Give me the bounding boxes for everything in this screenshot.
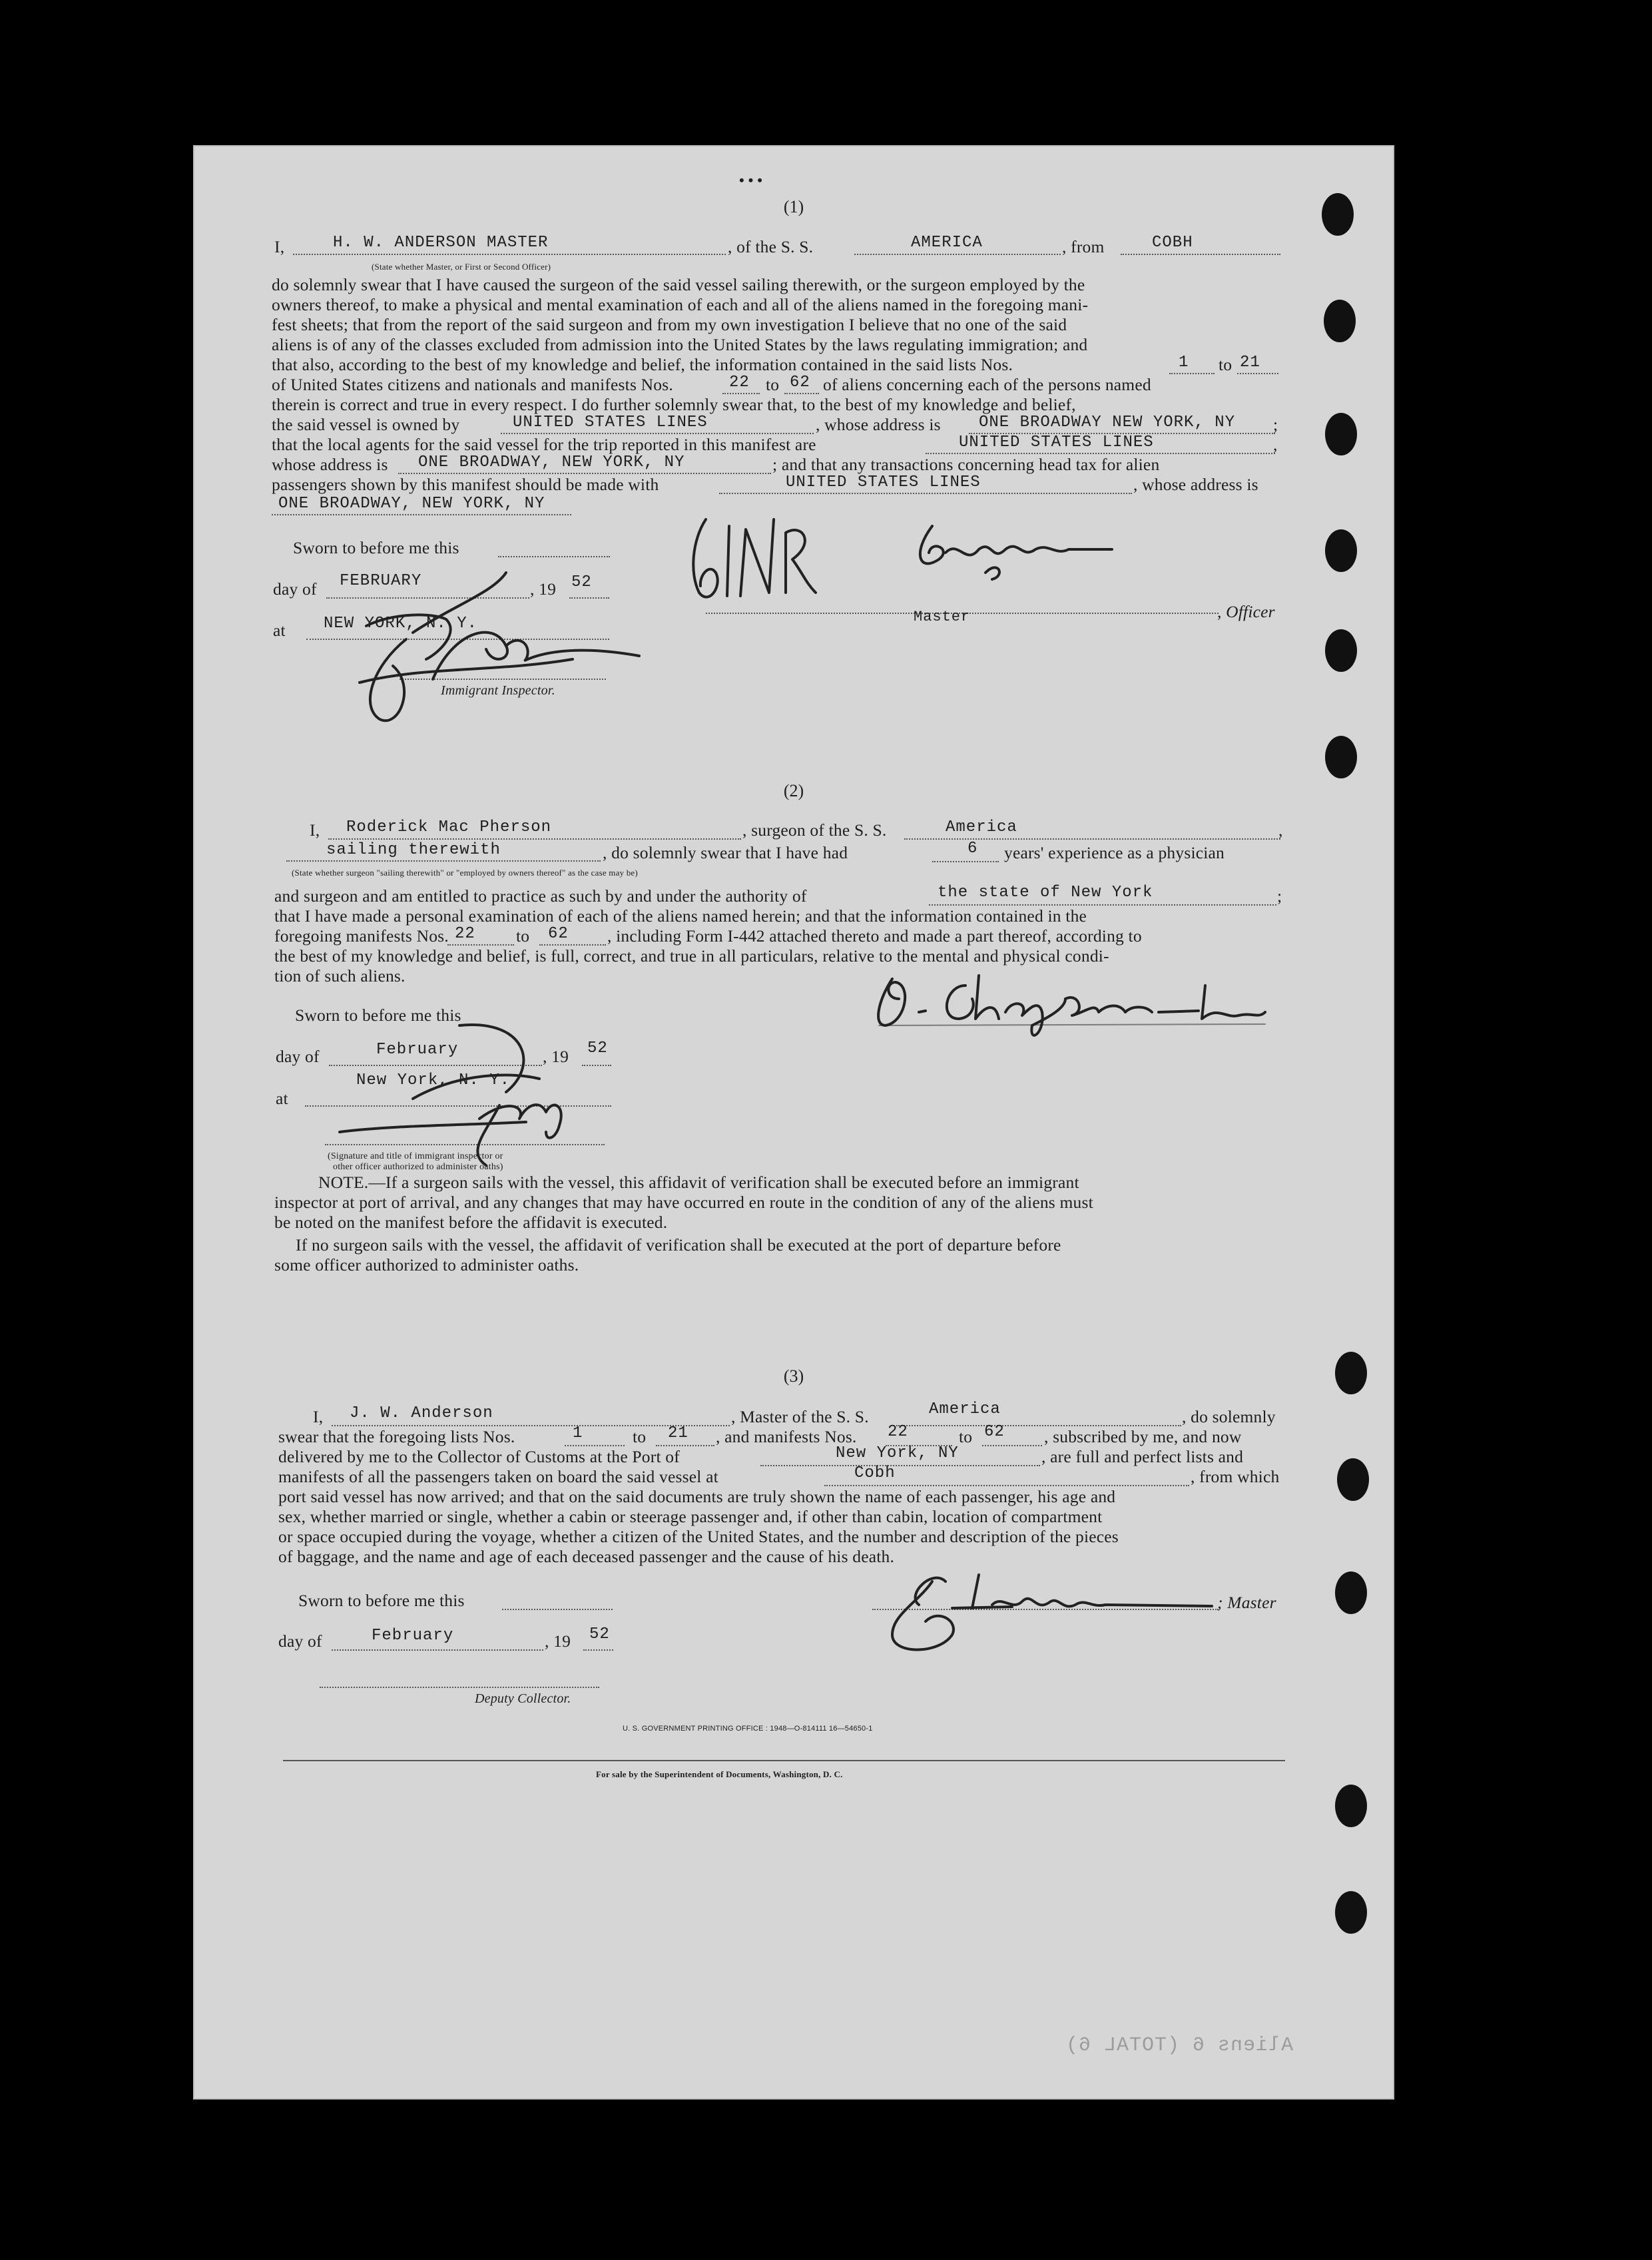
body-line: of aliens concerning each of the persons named xyxy=(823,375,1151,394)
fill-line xyxy=(328,838,741,840)
sworn-place: New York, N. Y. xyxy=(356,1071,511,1089)
top-marks: • • • xyxy=(739,172,763,188)
sale-notice: For sale by the Superintendent of Documents, Washington, D. C. xyxy=(596,1769,843,1779)
fill-line xyxy=(286,860,601,862)
master-name: J. W. Anderson xyxy=(350,1404,493,1422)
fill-line xyxy=(929,904,1276,906)
fill-line xyxy=(982,1445,1042,1446)
label: at xyxy=(273,621,286,640)
fill-line xyxy=(719,493,1132,494)
authority: the state of New York xyxy=(938,884,1153,902)
label: , 19 xyxy=(530,579,557,599)
inspector-caption: Immigrant Inspector. xyxy=(441,683,555,698)
body-line: foregoing manifests Nos. xyxy=(274,926,449,946)
fill-line xyxy=(447,944,514,946)
lists-from: 1 xyxy=(573,1424,583,1442)
fill-line xyxy=(583,1649,613,1651)
lists-from: 1 xyxy=(1179,354,1189,372)
punch-hole xyxy=(1337,1458,1369,1501)
manifest-from: 22 xyxy=(455,925,475,943)
label: , 19 xyxy=(545,1631,571,1651)
master-signature xyxy=(892,513,1119,593)
inspector-signature xyxy=(326,999,606,1172)
body-line: , and manifests Nos. xyxy=(716,1427,857,1446)
sworn-year: 52 xyxy=(589,1625,610,1643)
fill-line xyxy=(932,861,999,862)
label: I, xyxy=(310,820,320,840)
body-line: tion of such aliens. xyxy=(274,966,406,986)
fill-line xyxy=(565,1445,625,1446)
fill-line xyxy=(1237,373,1278,374)
fill-line xyxy=(501,433,814,434)
punch-hole xyxy=(1335,1785,1367,1827)
fill-line xyxy=(332,1649,543,1651)
sworn-year: 52 xyxy=(587,1039,608,1057)
sworn-month: FEBRUARY xyxy=(340,572,422,590)
body-line: , whose address is xyxy=(1133,475,1258,494)
body-line: delivered by me to the Collector of Customs at the Port of xyxy=(278,1447,680,1466)
body-line: , from which xyxy=(1191,1467,1280,1486)
signature-note: (Signature and title of immigrant inspector or xyxy=(328,1151,503,1161)
fill-line xyxy=(1169,373,1215,374)
manifest-to: 62 xyxy=(984,1423,1005,1441)
fill-line xyxy=(824,1485,1189,1486)
arrival-port: New York, NY xyxy=(836,1444,959,1462)
label: , from xyxy=(1062,237,1105,256)
note-line: inspector at port of arrival, and any changes that may have occurred en route in the condition of any of the aliens must xyxy=(274,1193,1093,1212)
sworn-label: Sworn to before me this xyxy=(295,1005,461,1025)
inspector-signature xyxy=(293,566,639,739)
sworn-month: February xyxy=(372,1627,454,1645)
body-line: do solemnly swear that I have caused the surgeon of the said vessel sailing therewith, or the surgeon employed by the xyxy=(272,275,1085,294)
fill-line xyxy=(656,1445,714,1446)
punct: ; xyxy=(1273,415,1278,434)
fill-line xyxy=(293,254,726,255)
owner: UNITED STATES LINES xyxy=(513,414,708,431)
body-line: port said vessel has now arrived; and that on the said documents are truly shown the name of each passenger, his age and xyxy=(278,1487,1116,1506)
field-note: (State whether surgeon "sailing therewith" or "employed by owners thereof" as the case may be) xyxy=(292,868,638,878)
note-line: be noted on the manifest before the affidavit is executed. xyxy=(274,1213,668,1232)
fill-line xyxy=(896,1425,1181,1426)
body-line: years' experience as a physician xyxy=(1004,843,1225,862)
lists-to: 21 xyxy=(668,1424,688,1442)
manifest-to: 62 xyxy=(548,925,569,943)
body-line: or space occupied during the voyage, whether a citizen of the United States, and the number and description of the pieces xyxy=(278,1527,1119,1546)
from-port: COBH xyxy=(1152,234,1193,252)
label: at xyxy=(276,1089,288,1108)
owner-address: ONE BROADWAY NEW YORK, NY xyxy=(979,414,1236,431)
body-line: and surgeon and am entitled to practice as such by and under the authority of xyxy=(274,886,807,906)
body-line: whose address is xyxy=(272,455,388,474)
punch-hole xyxy=(1325,529,1357,572)
manifest-from: 22 xyxy=(888,1423,908,1441)
officer-caption: , Officer xyxy=(1217,602,1275,621)
sworn-label: Sworn to before me this xyxy=(298,1591,465,1610)
note-line: some officer authorized to administer oaths. xyxy=(274,1255,579,1274)
fill-line xyxy=(904,838,1280,840)
body-line: that I have made a personal examination of each of the aliens named herein; and that the information contained in the xyxy=(274,906,1087,926)
label: day of xyxy=(278,1631,322,1651)
body-line: of baggage, and the name and age of each deceased passenger and the cause of his death. xyxy=(278,1547,895,1566)
surgeon-signature xyxy=(866,959,1278,1059)
lists-to: 21 xyxy=(1240,354,1260,372)
surgeon-vessel: America xyxy=(946,818,1017,836)
manifest-to: 62 xyxy=(790,374,810,392)
gpo-imprint: U. S. GOVERNMENT PRINTING OFFICE : 1948—O-814111 16—54650-1 xyxy=(623,1725,873,1733)
fill-line xyxy=(498,556,610,557)
agents: UNITED STATES LINES xyxy=(959,433,1154,451)
body-line: that the local agents for the said vessel for the trip reported in this manifest are xyxy=(272,435,816,454)
body-line: , including Form I-442 attached thereto and made a part thereof, according to xyxy=(607,926,1142,946)
punch-hole xyxy=(1324,300,1356,342)
body-line: ; and that any transactions concerning head tax for alien xyxy=(772,455,1160,474)
label: day of xyxy=(276,1047,320,1066)
boarding-port: Cobh xyxy=(854,1464,896,1482)
fill-line xyxy=(320,1687,599,1688)
body-line: , whose address is xyxy=(816,415,941,434)
master-caption: Master xyxy=(914,609,971,625)
fill-line xyxy=(722,393,760,394)
sworn-place: NEW YORK, N. Y. xyxy=(324,615,478,633)
master-name: H. W. ANDERSON MASTER xyxy=(333,234,549,252)
punct: ; xyxy=(1277,886,1282,906)
punch-hole xyxy=(1335,1891,1367,1934)
body-line: passengers shown by this manifest should be made with xyxy=(272,475,659,494)
master-signature xyxy=(879,1555,1225,1661)
section-number: (1) xyxy=(783,197,804,216)
surgeon-name: Roderick Mac Pherson xyxy=(346,818,552,836)
note-line: NOTE.—If a surgeon sails with the vessel, this affidavit of verification shall be executed before an immigrant xyxy=(318,1173,1079,1192)
vessel-name: AMERICA xyxy=(911,234,983,252)
manifest-from: 22 xyxy=(729,374,750,392)
fill-line xyxy=(272,514,571,515)
sworn-year: 52 xyxy=(571,573,592,591)
bleed-through-text: Aliens 6 (TOTAL 6) xyxy=(1065,2034,1294,2057)
label: to xyxy=(633,1427,647,1446)
body-line: of United States citizens and nationals and manifests Nos. xyxy=(272,375,673,394)
body-line: , do solemnly swear that I have had xyxy=(603,843,848,862)
label: , surgeon of the S. S. xyxy=(742,820,887,840)
signature-note: other officer authorized to administer oaths) xyxy=(333,1162,503,1172)
field-note: (State whether Master, or First or Second Officer) xyxy=(372,262,551,272)
body-line: that also, according to the best of my knowledge and belief, the information contained in the said lists Nos. xyxy=(272,355,1013,374)
label: to xyxy=(959,1427,973,1446)
fill-line xyxy=(1121,254,1280,255)
handwritten-code xyxy=(686,513,819,613)
body-line: sex, whether married or single, whether a cabin or steerage passenger and, if other than cabin, location of compartment xyxy=(278,1507,1103,1526)
master-caption: ; Master xyxy=(1217,1593,1276,1612)
body-line: , do solemnly xyxy=(1182,1407,1276,1426)
divider xyxy=(283,1760,1285,1761)
label: to xyxy=(1219,355,1233,374)
punct: , xyxy=(1278,820,1283,840)
fill-line xyxy=(854,254,1061,255)
note-line: If no surgeon sails with the vessel, the affidavit of verification shall be executed at the port of departure before xyxy=(296,1235,1061,1255)
punct: , xyxy=(1273,435,1278,454)
label: , of the S. S. xyxy=(728,237,814,256)
agents-address: ONE BROADWAY, NEW YORK, NY xyxy=(418,453,685,471)
label: , Master of the S. S. xyxy=(731,1407,869,1426)
section-number: (2) xyxy=(783,781,804,800)
punch-hole xyxy=(1325,736,1357,778)
sworn-month: February xyxy=(376,1041,459,1059)
deputy-caption: Deputy Collector. xyxy=(475,1691,571,1706)
label: I, xyxy=(313,1407,324,1426)
body-line: the said vessel is owned by xyxy=(272,415,460,434)
fill-line xyxy=(502,1609,613,1610)
years-experience: 6 xyxy=(967,840,978,858)
punch-hole xyxy=(1335,1571,1367,1614)
body-line: , subscribed by me, and now xyxy=(1044,1427,1242,1446)
master-vessel: America xyxy=(929,1400,1001,1418)
body-line: therein is correct and true in every respect. I do further solemnly swear that, to the best of my knowledge and belief, xyxy=(272,395,1076,414)
label: day of xyxy=(273,579,317,599)
label: to xyxy=(766,375,780,394)
body-line: owners thereof, to make a physical and mental examination of each and all of the aliens named in the foregoing mani- xyxy=(272,295,1089,314)
label: , 19 xyxy=(543,1047,569,1066)
headtax-with: UNITED STATES LINES xyxy=(786,473,981,491)
body-line: the best of my knowledge and belief, is full, correct, and true in all particulars, relative to the mental and physical condi- xyxy=(274,946,1109,966)
body-line: aliens is of any of the classes excluded from admission into the United States by the laws regulating immigration; and xyxy=(272,335,1088,354)
section-number: (3) xyxy=(783,1366,804,1386)
fill-line xyxy=(926,453,1275,454)
body-line: swear that the foregoing lists Nos. xyxy=(278,1427,515,1446)
fill-line xyxy=(784,393,819,394)
fill-line xyxy=(398,473,771,474)
label: to xyxy=(516,926,530,946)
body-line: , are full and perfect lists and xyxy=(1041,1447,1244,1466)
headtax-address: ONE BROADWAY, NEW YORK, NY xyxy=(278,495,545,513)
punch-hole xyxy=(1325,413,1357,455)
fill-line xyxy=(539,944,606,946)
body-line: fest sheets; that from the report of the said surgeon and from my own investigation I believe that no one of the said xyxy=(272,315,1067,334)
fill-line xyxy=(760,1465,1040,1466)
body-line: manifests of all the passengers taken on board the said vessel at xyxy=(278,1467,718,1486)
sworn-label: Sworn to before me this xyxy=(293,538,459,557)
sailing-status: sailing therewith xyxy=(326,841,501,859)
label: I, xyxy=(274,237,285,256)
punch-hole xyxy=(1325,629,1357,672)
